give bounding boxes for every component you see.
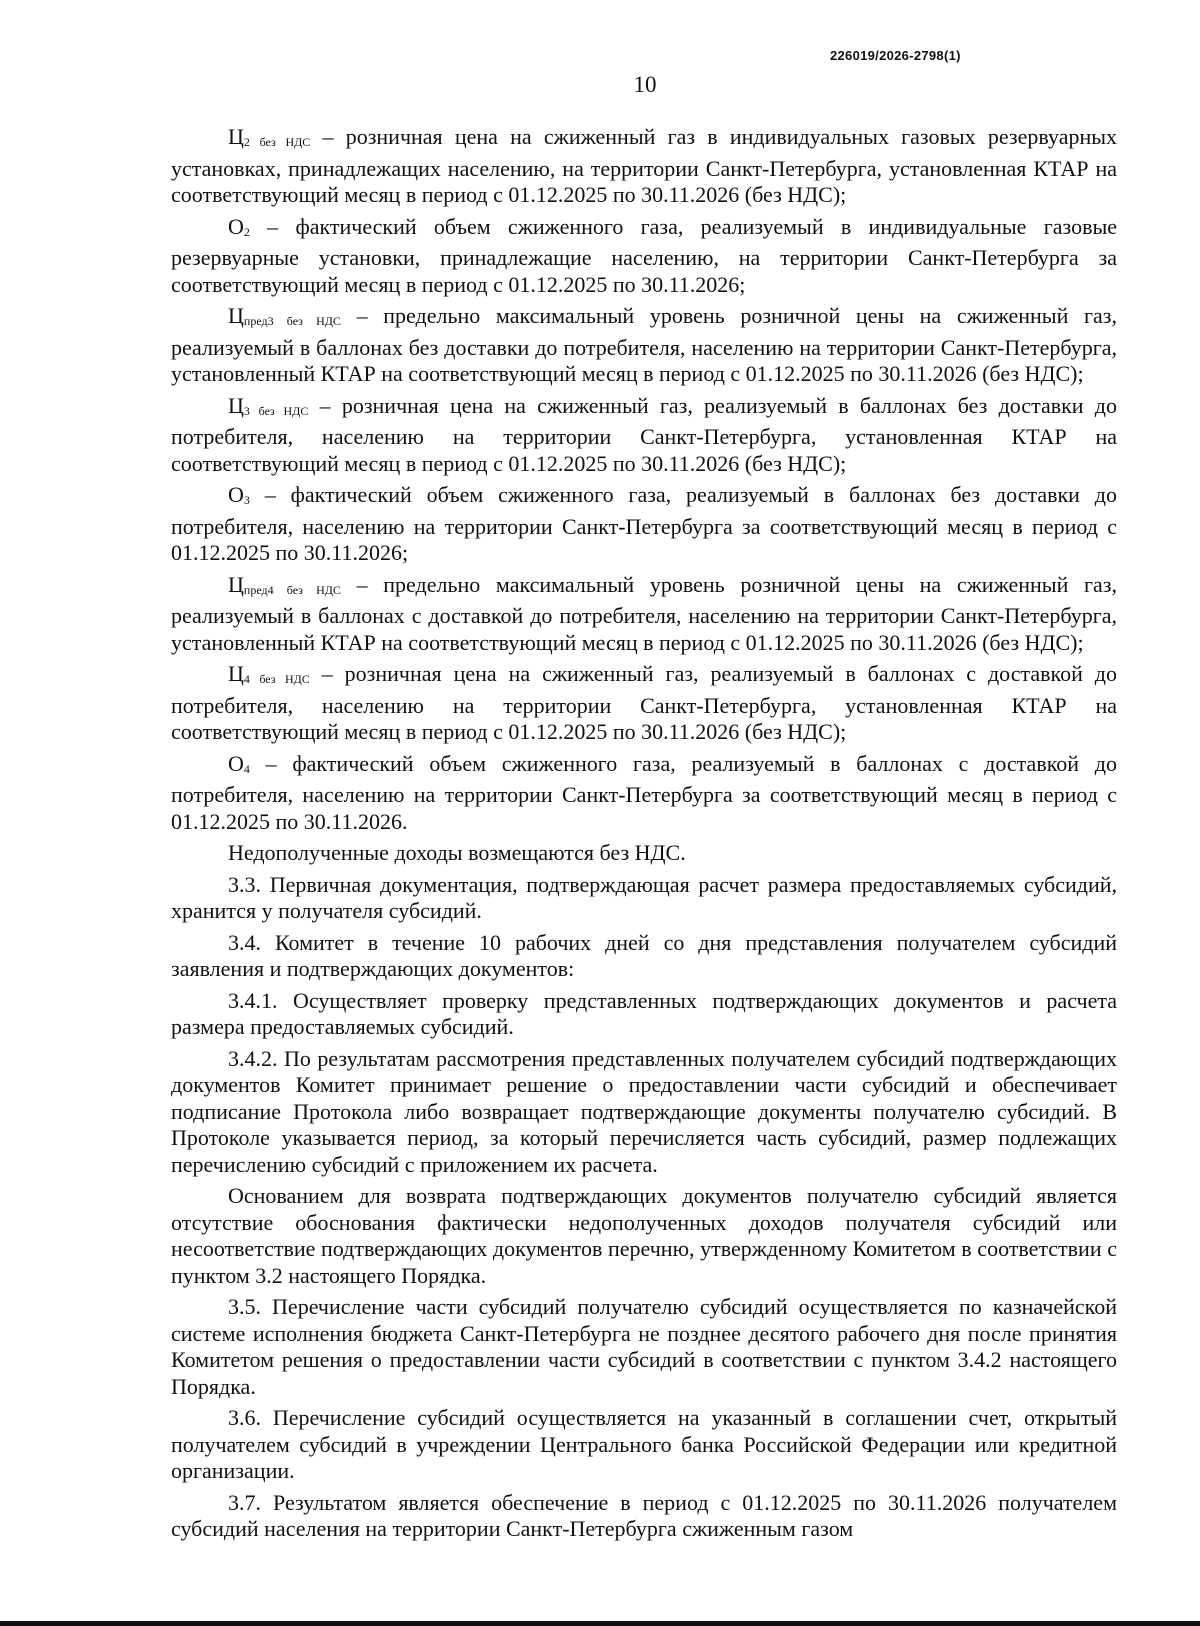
formula-symbol: Ц2 без НДС xyxy=(228,124,311,149)
definition-cpred3: Цпред3 без НДС – предельно максимальный уровень розничной цены на сжиженный газ, реализуемый в баллонах без доставки до потребителя, населению на территории Санкт-Петербурга, установленный КТАР на соответствующий месяц в период с 01.12.2025 по 30.11.2026 (без НДС); xyxy=(171,303,1117,386)
formula-symbol: Ц4 без НДС xyxy=(228,661,310,686)
definition-o3: О3 – фактический объем сжиженного газа, реализуемый в баллонах без доставки до потребителя, населению на территории Санкт-Петербурга за соответствующий месяц в период с 01.12.2025 по 30.11.2026; xyxy=(171,482,1117,565)
paragraph-return-grounds: Основанием для возврата подтверждающих документов получателю субсидий является отсутствие обоснования фактически недополученных доходов получателя субсидий или несоответствие подтверждающих документов перечню, утвержденному Комитетом в соответствии с пунктом 3.2 настоящего Порядка. xyxy=(171,1183,1117,1288)
clause-3-7: 3.7. Результатом является обеспечение в период с 01.12.2025 по 30.11.2026 получателем субсидий населения на территории Санкт-Петербурга сжиженным газом xyxy=(171,1489,1117,1541)
clause-3-4: 3.4. Комитет в течение 10 рабочих дней со дня представления получателем субсидий заявления и подтверждающих документов: xyxy=(171,929,1117,981)
clause-3-5: 3.5. Перечисление части субсидий получателю субсидий осуществляется по казначейской системе исполнения бюджета Санкт-Петербурга не позднее десятого рабочего дня после принятия Комитетом решения о предоставлении части субсидий в соответствии с пунктом 3.4.2 настоящего Порядка. xyxy=(171,1294,1117,1399)
definition-c4: Ц4 без НДС – розничная цена на сжиженный газ, реализуемый в баллонах с доставкой до потребителя, населению на территории Санкт-Петербурга, установленная КТАР на соответствующий месяц в период с 01.12.2025 по 30.11.2026 (без НДС); xyxy=(171,661,1117,744)
formula-symbol: О3 xyxy=(228,482,250,507)
definition-c2: Ц2 без НДС – розничная цена на сжиженный газ в индивидуальных газовых резервуарных установках, принадлежащих населению, на территории Санкт-Петербурга, установленная КТАР на соответствующий месяц в период с 01.12.2025 по 30.11.2026 (без НДС); xyxy=(171,124,1118,207)
clause-3-4-1: 3.4.1. Осуществляет проверку представленных подтверждающих документов и расчета размера предоставляемых субсидий. xyxy=(171,987,1117,1039)
formula-symbol: О4 xyxy=(228,750,250,776)
definition-o4: О4 – фактический объем сжиженного газа, реализуемый в баллонах с доставкой до потребителя, населению на территории Санкт-Петербурга за соответствующий месяц в период с 01.12.2025 по 30.11.2026. xyxy=(171,750,1117,834)
definition-cpred4: Цпред4 без НДС – предельно максимальный уровень розничной цены на сжиженный газ, реализуемый в баллонах с доставкой до потребителя, населению на территории Санкт-Петербурга, установленный КТАР на соответствующий месяц в период с 01.12.2025 по 30.11.2026 (без НДС); xyxy=(171,571,1117,655)
clause-3-6: 3.6. Перечисление субсидий осуществляется на указанный в соглашении счет, открытый получателем субсидий в учреждении Центрального банка Российской Федерации или кредитной организации. xyxy=(171,1405,1117,1483)
document-body xyxy=(171,124,1117,1548)
document-registration-number: 226019/2026-2798(1) xyxy=(830,48,961,63)
clause-3-4-2: 3.4.2. По результатам рассмотрения представленных получателем субсидий подтверждающих документов Комитет принимает решение о предоставлении части субсидий и обеспечивает подписание Протокола либо возвращает подтверждающие документы получателю субсидий. В Протоколе указывается период, за который перечисляется часть субсидий, размер подлежащих перечислению субсидий с приложением их расчета. xyxy=(171,1045,1117,1177)
scan-bottom-edge xyxy=(0,1621,1200,1626)
clause-3-3: 3.3. Первичная документация, подтверждающая расчет размера предоставляемых субсидий, хранится у получателя субсидий. xyxy=(171,871,1117,923)
formula-symbol: Цпред3 без НДС xyxy=(228,303,341,328)
formula-symbol: Ц3 без НДС xyxy=(228,392,309,418)
definition-o2: О2 – фактический объем сжиженного газа, реализуемый в индивидуальные газовые резервуарные установки, принадлежащие населению, на территории Санкт-Петербурга за соответствующий месяц в период с 01.12.2025 по 30.11.2026; xyxy=(171,213,1117,297)
formula-symbol: Цпред4 без НДС xyxy=(228,571,341,597)
page-number: 10 xyxy=(633,72,657,97)
definition-c3: Ц3 без НДС – розничная цена на сжиженный газ, реализуемый в баллонах без доставки до потребителя, населению на территории Санкт-Петербурга, установленная КТАР на соответствующий месяц в период с 01.12.2025 по 30.11.2026 (без НДС); xyxy=(171,392,1117,476)
paragraph-vat-note: Недополученные доходы возмещаются без НДС. xyxy=(228,840,686,865)
formula-symbol: О2 xyxy=(228,213,250,239)
